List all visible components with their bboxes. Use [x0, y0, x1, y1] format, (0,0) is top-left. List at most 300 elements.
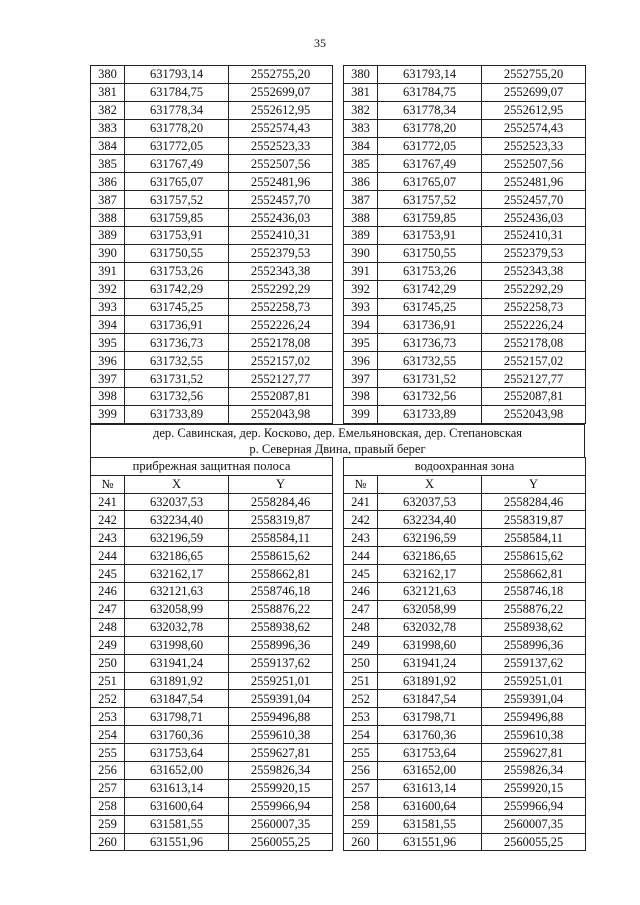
- right-y-coordinate: 2552436,03: [482, 209, 586, 227]
- gap-cell: [333, 262, 344, 280]
- left-y-coordinate: 2558746,18: [229, 583, 333, 601]
- location-line-2: р. Северная Двина, правый берег: [249, 441, 426, 456]
- gap-cell: [333, 173, 344, 191]
- gap-cell: [333, 815, 344, 833]
- table-row: [91, 708, 586, 726]
- right-y-coordinate: 2552043,98: [482, 405, 586, 423]
- left-x-coordinate: 631736,91: [125, 316, 229, 334]
- left-point-number: 241: [91, 493, 125, 511]
- right-y-coordinate: 2559826,34: [482, 761, 586, 779]
- gap-cell: [333, 370, 344, 388]
- left-point-number: 397: [91, 370, 125, 388]
- left-x-coordinate: 632162,17: [125, 565, 229, 583]
- gap-cell: [333, 779, 344, 797]
- left-point-number: 246: [91, 583, 125, 601]
- left-point-number: 253: [91, 708, 125, 726]
- location-line-1: дер. Савинская, дер. Косково, дер. Емельяновская, дер. Степановская: [152, 425, 523, 440]
- right-point-number: 388: [344, 209, 378, 227]
- right-y-coordinate: 2552292,29: [482, 280, 586, 298]
- right-point-number: 253: [344, 708, 378, 726]
- right-point-number: 252: [344, 690, 378, 708]
- right-point-number: 399: [344, 405, 378, 423]
- left-y-coordinate: 2559137,62: [229, 654, 333, 672]
- page-number: 35: [314, 36, 326, 50]
- table-row: [91, 565, 586, 583]
- left-x-coordinate: 631767,49: [125, 155, 229, 173]
- right-point-number: 395: [344, 334, 378, 352]
- gap-cell: [333, 797, 344, 815]
- left-y-coordinate: 2552087,81: [229, 388, 333, 406]
- right-y-coordinate: 2552379,53: [482, 244, 586, 262]
- left-y-coordinate: 2560007,35: [229, 815, 333, 833]
- gap-cell: [333, 66, 344, 84]
- left-y-coordinate: 2558615,62: [229, 547, 333, 565]
- right-point-number: 246: [344, 583, 378, 601]
- left-x-coordinate: 631891,92: [125, 672, 229, 690]
- right-point-number: 259: [344, 815, 378, 833]
- right-point-number: 241: [344, 493, 378, 511]
- right-y-coordinate: 2560055,25: [482, 833, 586, 851]
- right-point-number: 392: [344, 280, 378, 298]
- left-x-coordinate: 632037,53: [125, 493, 229, 511]
- right-point-number: 383: [344, 119, 378, 137]
- right-y-coordinate: 2558876,22: [482, 600, 586, 618]
- table-row: [91, 511, 586, 529]
- right-y-coordinate: 2558996,36: [482, 636, 586, 654]
- table-row: [91, 493, 586, 511]
- left-point-number: 384: [91, 137, 125, 155]
- left-x-coordinate: 632196,59: [125, 529, 229, 547]
- left-y-coordinate: 2558938,62: [229, 618, 333, 636]
- right-zone-title: водоохранная зона: [344, 457, 586, 475]
- right-x-coordinate: 631757,52: [378, 191, 482, 209]
- right-point-number: 382: [344, 101, 378, 119]
- gap-cell: [333, 600, 344, 618]
- right-point-number: 260: [344, 833, 378, 851]
- gap-cell: [333, 636, 344, 654]
- table-row: [91, 618, 586, 636]
- right-y-coordinate: 2552157,02: [482, 352, 586, 370]
- right-point-number: 391: [344, 262, 378, 280]
- right-y-coordinate: 2552087,81: [482, 388, 586, 406]
- table-row: [91, 173, 586, 191]
- right-y-coordinate: 2552343,38: [482, 262, 586, 280]
- header-number: №: [91, 475, 125, 493]
- right-x-coordinate: 632037,53: [378, 493, 482, 511]
- left-point-number: 260: [91, 833, 125, 851]
- gap-cell: [333, 493, 344, 511]
- left-point-number: 249: [91, 636, 125, 654]
- coordinates-table-section1: [90, 65, 586, 424]
- left-x-coordinate: 631732,55: [125, 352, 229, 370]
- left-y-coordinate: 2552043,98: [229, 405, 333, 423]
- right-x-coordinate: 631600,64: [378, 797, 482, 815]
- left-y-coordinate: 2552379,53: [229, 244, 333, 262]
- gap-cell: [333, 708, 344, 726]
- left-y-coordinate: 2552343,38: [229, 262, 333, 280]
- right-x-coordinate: 631941,24: [378, 654, 482, 672]
- left-y-coordinate: 2558284,46: [229, 493, 333, 511]
- left-zone-title: прибрежная защитная полоса: [91, 457, 333, 475]
- coordinates-table-section2: [90, 457, 586, 852]
- left-x-coordinate: 632234,40: [125, 511, 229, 529]
- right-point-number: 393: [344, 298, 378, 316]
- table-row: [91, 388, 586, 406]
- table-row: [91, 744, 586, 762]
- gap-cell: [333, 618, 344, 636]
- left-x-coordinate: 631652,00: [125, 761, 229, 779]
- gap-cell: [333, 565, 344, 583]
- left-y-coordinate: 2559610,38: [229, 726, 333, 744]
- left-point-number: 388: [91, 209, 125, 227]
- right-x-coordinate: 631652,00: [378, 761, 482, 779]
- table-row: [91, 529, 586, 547]
- right-x-coordinate: 631798,71: [378, 708, 482, 726]
- left-y-coordinate: 2552574,43: [229, 119, 333, 137]
- table-row: [91, 298, 586, 316]
- right-y-coordinate: 2559496,88: [482, 708, 586, 726]
- right-y-coordinate: 2558938,62: [482, 618, 586, 636]
- left-point-number: 259: [91, 815, 125, 833]
- left-point-number: 250: [91, 654, 125, 672]
- table-row: [91, 83, 586, 101]
- zone-title-row: [91, 457, 586, 475]
- right-x-coordinate: 631772,05: [378, 137, 482, 155]
- left-x-coordinate: 631753,26: [125, 262, 229, 280]
- right-point-number: 247: [344, 600, 378, 618]
- left-x-coordinate: 631613,14: [125, 779, 229, 797]
- gap-cell: [333, 529, 344, 547]
- table-row: [91, 155, 586, 173]
- right-x-coordinate: 631753,91: [378, 227, 482, 245]
- left-y-coordinate: 2559920,15: [229, 779, 333, 797]
- left-point-number: 254: [91, 726, 125, 744]
- table-row: [91, 726, 586, 744]
- left-point-number: 394: [91, 316, 125, 334]
- left-x-coordinate: 631581,55: [125, 815, 229, 833]
- right-y-coordinate: 2559251,01: [482, 672, 586, 690]
- left-x-coordinate: 631941,24: [125, 654, 229, 672]
- right-y-coordinate: 2552523,33: [482, 137, 586, 155]
- table-row: [91, 370, 586, 388]
- right-point-number: 245: [344, 565, 378, 583]
- right-y-coordinate: 2558662,81: [482, 565, 586, 583]
- left-y-coordinate: 2552755,20: [229, 66, 333, 84]
- table-row: [91, 191, 586, 209]
- left-y-coordinate: 2552699,07: [229, 83, 333, 101]
- gap-cell: [333, 316, 344, 334]
- left-y-coordinate: 2559251,01: [229, 672, 333, 690]
- right-x-coordinate: 631731,52: [378, 370, 482, 388]
- right-point-number: 244: [344, 547, 378, 565]
- left-point-number: 393: [91, 298, 125, 316]
- table-row: [91, 334, 586, 352]
- right-x-coordinate: 631753,26: [378, 262, 482, 280]
- right-point-number: 386: [344, 173, 378, 191]
- left-y-coordinate: 2552457,70: [229, 191, 333, 209]
- gap-cell: [333, 298, 344, 316]
- table-row: [91, 119, 586, 137]
- right-x-coordinate: 632121,63: [378, 583, 482, 601]
- right-point-number: 397: [344, 370, 378, 388]
- left-y-coordinate: 2558996,36: [229, 636, 333, 654]
- table-row: [91, 797, 586, 815]
- left-y-coordinate: 2552157,02: [229, 352, 333, 370]
- table-row: [91, 316, 586, 334]
- left-x-coordinate: 632032,78: [125, 618, 229, 636]
- left-x-coordinate: 631745,25: [125, 298, 229, 316]
- left-y-coordinate: 2560055,25: [229, 833, 333, 851]
- left-x-coordinate: 631778,34: [125, 101, 229, 119]
- table-row: [91, 209, 586, 227]
- right-x-coordinate: 631793,14: [378, 66, 482, 84]
- table-row: [91, 690, 586, 708]
- left-y-coordinate: 2552410,31: [229, 227, 333, 245]
- coordinates-sheet: [90, 65, 585, 851]
- left-y-coordinate: 2552178,08: [229, 334, 333, 352]
- gap-cell: [333, 583, 344, 601]
- gap-cell: [333, 761, 344, 779]
- gap-cell: [333, 119, 344, 137]
- right-point-number: 390: [344, 244, 378, 262]
- gap-cell: [333, 155, 344, 173]
- right-y-coordinate: 2558284,46: [482, 493, 586, 511]
- right-x-coordinate: 631551,96: [378, 833, 482, 851]
- gap-cell: [333, 209, 344, 227]
- right-x-coordinate: 632196,59: [378, 529, 482, 547]
- gap-cell: [333, 654, 344, 672]
- right-y-coordinate: 2558584,11: [482, 529, 586, 547]
- table-row: [91, 405, 586, 423]
- gap-cell: [333, 191, 344, 209]
- right-point-number: 251: [344, 672, 378, 690]
- right-y-coordinate: 2552258,73: [482, 298, 586, 316]
- left-y-coordinate: 2559496,88: [229, 708, 333, 726]
- left-x-coordinate: 631765,07: [125, 173, 229, 191]
- left-x-coordinate: 631759,85: [125, 209, 229, 227]
- gap-cell: [333, 833, 344, 851]
- left-x-coordinate: 631753,64: [125, 744, 229, 762]
- table-row: [91, 833, 586, 851]
- right-point-number: 258: [344, 797, 378, 815]
- table-row: [91, 280, 586, 298]
- table-row: [91, 815, 586, 833]
- right-x-coordinate: 632162,17: [378, 565, 482, 583]
- right-point-number: 256: [344, 761, 378, 779]
- table-row: [91, 262, 586, 280]
- left-point-number: 382: [91, 101, 125, 119]
- left-y-coordinate: 2558662,81: [229, 565, 333, 583]
- left-x-coordinate: 631736,73: [125, 334, 229, 352]
- table-row: [91, 227, 586, 245]
- table-row: [91, 66, 586, 84]
- gap-cell: [333, 547, 344, 565]
- right-x-coordinate: 631784,75: [378, 83, 482, 101]
- location-caption: [90, 424, 585, 457]
- right-x-coordinate: 631759,85: [378, 209, 482, 227]
- right-x-coordinate: 631732,55: [378, 352, 482, 370]
- left-y-coordinate: 2559391,04: [229, 690, 333, 708]
- left-point-number: 258: [91, 797, 125, 815]
- left-x-coordinate: 632058,99: [125, 600, 229, 618]
- left-y-coordinate: 2558876,22: [229, 600, 333, 618]
- gap-cell: [333, 744, 344, 762]
- table-row: [91, 761, 586, 779]
- right-x-coordinate: 631998,60: [378, 636, 482, 654]
- left-y-coordinate: 2552292,29: [229, 280, 333, 298]
- left-point-number: 244: [91, 547, 125, 565]
- right-point-number: 398: [344, 388, 378, 406]
- table-row: [91, 672, 586, 690]
- right-x-coordinate: 631765,07: [378, 173, 482, 191]
- left-y-coordinate: 2552258,73: [229, 298, 333, 316]
- right-y-coordinate: 2552410,31: [482, 227, 586, 245]
- right-x-coordinate: 631750,55: [378, 244, 482, 262]
- right-y-coordinate: 2559920,15: [482, 779, 586, 797]
- table-row: [91, 547, 586, 565]
- gap-cell: [333, 475, 344, 493]
- right-x-coordinate: 631733,89: [378, 405, 482, 423]
- left-point-number: 385: [91, 155, 125, 173]
- left-point-number: 395: [91, 334, 125, 352]
- left-x-coordinate: 631732,56: [125, 388, 229, 406]
- right-point-number: 381: [344, 83, 378, 101]
- right-y-coordinate: 2559137,62: [482, 654, 586, 672]
- left-point-number: 245: [91, 565, 125, 583]
- left-x-coordinate: 632121,63: [125, 583, 229, 601]
- header-x: X: [125, 475, 229, 493]
- table-row: [91, 636, 586, 654]
- right-y-coordinate: 2559610,38: [482, 726, 586, 744]
- right-y-coordinate: 2552226,24: [482, 316, 586, 334]
- table-row: [91, 600, 586, 618]
- left-y-coordinate: 2552481,96: [229, 173, 333, 191]
- right-point-number: 249: [344, 636, 378, 654]
- left-point-number: 255: [91, 744, 125, 762]
- right-x-coordinate: 632186,65: [378, 547, 482, 565]
- right-point-number: 385: [344, 155, 378, 173]
- left-y-coordinate: 2559826,34: [229, 761, 333, 779]
- left-x-coordinate: 631778,20: [125, 119, 229, 137]
- right-y-coordinate: 2552481,96: [482, 173, 586, 191]
- right-point-number: 248: [344, 618, 378, 636]
- right-x-coordinate: 632234,40: [378, 511, 482, 529]
- table-row: [91, 101, 586, 119]
- left-point-number: 387: [91, 191, 125, 209]
- right-x-coordinate: 631778,20: [378, 119, 482, 137]
- right-x-coordinate: 631891,92: [378, 672, 482, 690]
- gap-cell: [333, 101, 344, 119]
- right-y-coordinate: 2559391,04: [482, 690, 586, 708]
- left-point-number: 256: [91, 761, 125, 779]
- right-x-coordinate: 631581,55: [378, 815, 482, 833]
- table-row: [91, 654, 586, 672]
- left-x-coordinate: 631793,14: [125, 66, 229, 84]
- gap-cell: [333, 334, 344, 352]
- left-x-coordinate: 631784,75: [125, 83, 229, 101]
- right-x-coordinate: 631732,56: [378, 388, 482, 406]
- left-x-coordinate: 631772,05: [125, 137, 229, 155]
- left-y-coordinate: 2552523,33: [229, 137, 333, 155]
- gap-cell: [333, 280, 344, 298]
- gap-cell: [333, 83, 344, 101]
- left-point-number: 242: [91, 511, 125, 529]
- left-point-number: 248: [91, 618, 125, 636]
- right-point-number: 254: [344, 726, 378, 744]
- left-point-number: 380: [91, 66, 125, 84]
- right-point-number: 387: [344, 191, 378, 209]
- left-y-coordinate: 2552507,56: [229, 155, 333, 173]
- right-x-coordinate: 631760,36: [378, 726, 482, 744]
- header-y: Y: [482, 475, 586, 493]
- table-row: [91, 583, 586, 601]
- gap-cell: [333, 672, 344, 690]
- left-point-number: 399: [91, 405, 125, 423]
- left-point-number: 247: [91, 600, 125, 618]
- left-y-coordinate: 2558319,87: [229, 511, 333, 529]
- right-x-coordinate: 631767,49: [378, 155, 482, 173]
- right-x-coordinate: 631753,64: [378, 744, 482, 762]
- left-x-coordinate: 631760,36: [125, 726, 229, 744]
- left-x-coordinate: 631600,64: [125, 797, 229, 815]
- gap-cell: [333, 511, 344, 529]
- right-y-coordinate: 2558319,87: [482, 511, 586, 529]
- right-x-coordinate: 632032,78: [378, 618, 482, 636]
- right-point-number: 257: [344, 779, 378, 797]
- left-y-coordinate: 2559627,81: [229, 744, 333, 762]
- gap-cell: [333, 726, 344, 744]
- right-point-number: 380: [344, 66, 378, 84]
- right-x-coordinate: 631847,54: [378, 690, 482, 708]
- gap-cell: [333, 388, 344, 406]
- right-y-coordinate: 2552574,43: [482, 119, 586, 137]
- right-x-coordinate: 631736,73: [378, 334, 482, 352]
- left-point-number: 257: [91, 779, 125, 797]
- left-x-coordinate: 631753,91: [125, 227, 229, 245]
- left-x-coordinate: 631551,96: [125, 833, 229, 851]
- header-row: [91, 475, 586, 493]
- left-point-number: 389: [91, 227, 125, 245]
- left-x-coordinate: 631847,54: [125, 690, 229, 708]
- gap-cell: [333, 405, 344, 423]
- right-y-coordinate: 2552457,70: [482, 191, 586, 209]
- left-x-coordinate: 631742,29: [125, 280, 229, 298]
- left-x-coordinate: 632186,65: [125, 547, 229, 565]
- right-point-number: 389: [344, 227, 378, 245]
- right-y-coordinate: 2559966,94: [482, 797, 586, 815]
- table-row: [91, 779, 586, 797]
- header-x: X: [378, 475, 482, 493]
- left-x-coordinate: 631998,60: [125, 636, 229, 654]
- right-y-coordinate: 2552755,20: [482, 66, 586, 84]
- left-y-coordinate: 2552612,95: [229, 101, 333, 119]
- left-point-number: 386: [91, 173, 125, 191]
- left-point-number: 398: [91, 388, 125, 406]
- right-y-coordinate: 2558615,62: [482, 547, 586, 565]
- left-x-coordinate: 631750,55: [125, 244, 229, 262]
- left-y-coordinate: 2558584,11: [229, 529, 333, 547]
- left-point-number: 251: [91, 672, 125, 690]
- right-point-number: 384: [344, 137, 378, 155]
- right-y-coordinate: 2552127,77: [482, 370, 586, 388]
- left-y-coordinate: 2552436,03: [229, 209, 333, 227]
- table-row: [91, 137, 586, 155]
- right-point-number: 242: [344, 511, 378, 529]
- gap-cell: [333, 457, 344, 475]
- gap-cell: [333, 227, 344, 245]
- gap-cell: [333, 690, 344, 708]
- right-x-coordinate: 631745,25: [378, 298, 482, 316]
